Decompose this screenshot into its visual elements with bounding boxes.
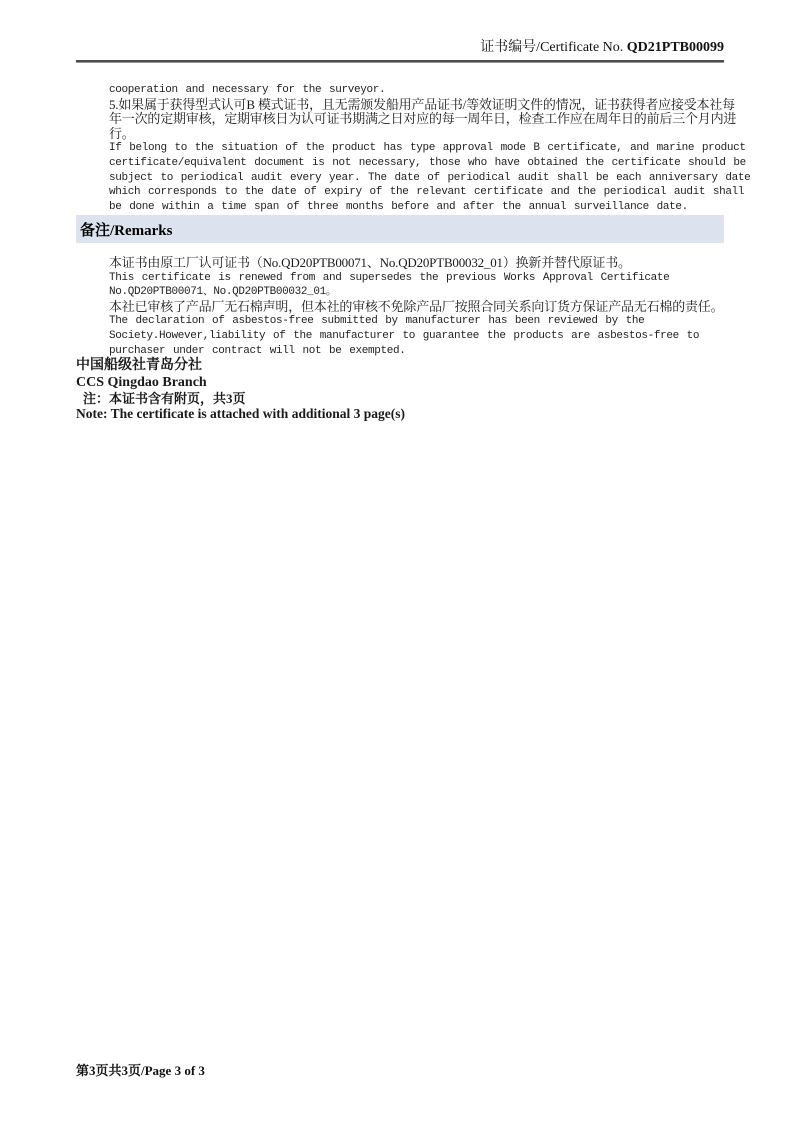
remarks-section-title: 备注/Remarks: [80, 222, 173, 239]
attachment-note-en: Note: The certificate is attached with additional 3 page(s): [76, 406, 405, 421]
remarks-line: 本社已审核了产品厂无石棉声明，但本社的审核不免除产品厂按照合同关系向订货方保证产品无石棉的责任。: [109, 298, 724, 314]
body-line: cooperation and necessary for the surveyor.: [109, 84, 386, 96]
body-line: If belong to the situation of the product has type approval mode B certificate, and marine product: [109, 142, 746, 155]
issuer-name-en: CCS Qingdao Branch: [76, 375, 207, 390]
page-number-footer: 第3页共3页/Page 3 of 3: [76, 1063, 205, 1078]
body-line: 5.如果属于获得型式认可B 模式证书，且无需颁发船用产品证书/等效证明文件的情况，证书获得者应接受本社每: [109, 96, 735, 112]
remarks-line: 本证书由原工厂认可证书（No.QD20PTB00071、No.QD20PTB00032_01）换新并替代原证书。: [109, 255, 631, 270]
certificate-number-label: 证书编号/Certificate No.: [480, 40, 627, 55]
remarks-line: purchaser under contract will not be exempted.: [109, 344, 406, 357]
certificate-number-value: QD21PTB00099: [626, 40, 724, 55]
remarks-line: This certificate is renewed from and supersedes the previous Works Approval Certificate: [109, 271, 670, 284]
remarks-text-block: [109, 256, 737, 358]
body-line: certificate/equivalent document is not necessary, those who have obtained the certificate should be: [109, 156, 746, 169]
conditions-text-block: [109, 83, 751, 214]
remarks-line: Society.However,liability of the manufacturer to guarantee the products are asbestos-free to: [109, 329, 700, 342]
attachment-note-cn: 注：本证书含有附页，共3页: [83, 391, 246, 406]
remarks-section-banner: [76, 215, 724, 243]
body-line: 行。: [109, 125, 135, 141]
body-line: 年一次的定期审核，定期审核日为认可证书期满之日对应的每一周年日，检查工作应在周年日的前后三个月内进: [109, 111, 737, 127]
body-line: which corresponds to the date of expiry of the relevant certificate and the periodical audit shall: [109, 186, 745, 199]
issuer-name-cn: 中国船级社青岛分社: [76, 358, 202, 373]
header-divider-rule: [76, 60, 724, 63]
certificate-number-header: [76, 39, 724, 56]
remarks-line: The declaration of asbestos-free submitted by manufacturer has been reviewed by the: [109, 315, 645, 328]
body-line: be done within a time span of three months before and after the annual surveillance date.: [109, 200, 688, 213]
body-line: subject to periodical audit every year. The date of periodical audit shall be each anniversary date: [109, 171, 751, 184]
remarks-line: No.QD20PTB00071、No.QD20PTB00032_01。: [109, 286, 337, 299]
issuer-block: [76, 357, 724, 421]
